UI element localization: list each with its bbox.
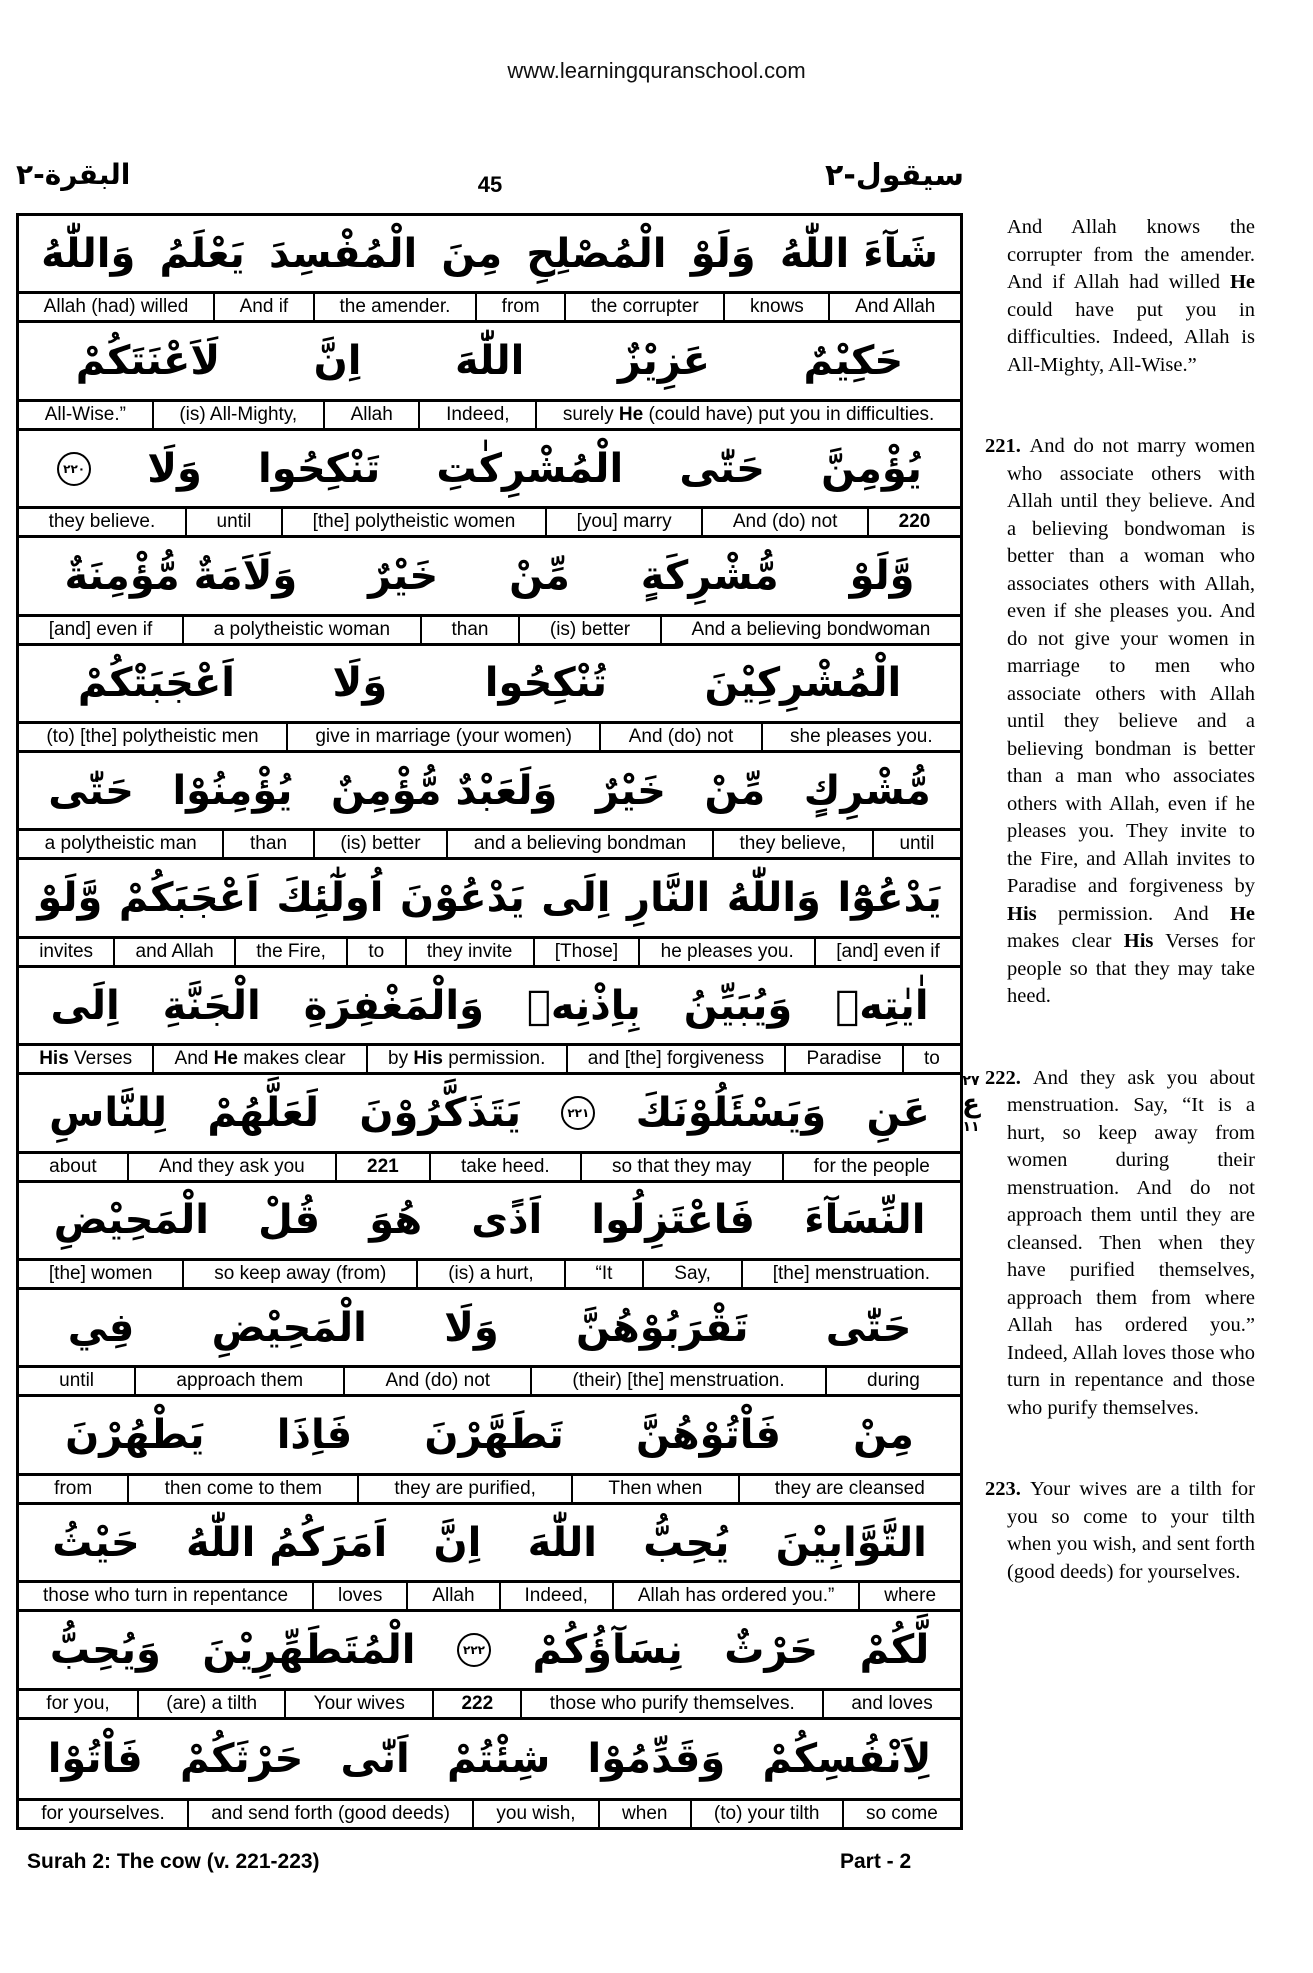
site-url[interactable]: www.learningquranschool.com bbox=[507, 58, 806, 83]
gloss-cell: surely He (could have) put you in difficulties. bbox=[535, 402, 960, 428]
arabic-word: الْمُصْلِحِ bbox=[526, 230, 667, 277]
arabic-word: حَيْثُ bbox=[52, 1519, 140, 1566]
gloss-cell: from bbox=[475, 294, 564, 320]
gloss-cell: until bbox=[185, 509, 281, 535]
arabic-word: لَعَلَّهُمْ bbox=[207, 1089, 320, 1136]
arabic-word: يَعْلَمُ bbox=[159, 230, 245, 277]
word-by-word-table bbox=[16, 213, 963, 1830]
table-row-pair bbox=[19, 1075, 960, 1182]
gloss-cell: Then when bbox=[571, 1476, 737, 1502]
table-row-pair bbox=[19, 323, 960, 430]
arabic-word: تَقْرَبُوْهُنَّ bbox=[576, 1304, 749, 1351]
gloss-cell: And (do) not bbox=[701, 509, 867, 535]
gloss-cell: by His permission. bbox=[366, 1046, 566, 1072]
gloss-cell: those who turn in repentance bbox=[42, 1585, 289, 1607]
gloss-cell: he pleases you. bbox=[638, 939, 814, 965]
arabic-word: وَيُبَيِّنُ bbox=[683, 982, 793, 1029]
translation-paragraph: 222. And they ask you about menstruation. Say, “It is a hurt, so keep away from women during their menstruation. And do not approach them until they are cleansed. Then when they have purified themselves, approach them from where Allah has ordered you.” Indeed, Allah loves those who turn in repentance and those who purify themselves. bbox=[985, 1066, 1255, 1419]
arabic-word: فَاْتُوْا bbox=[47, 1735, 143, 1782]
verse-number-cell: 222 bbox=[432, 1691, 520, 1717]
gloss-cell: until bbox=[59, 1370, 95, 1392]
gloss-cell: they believe. bbox=[48, 511, 156, 533]
gloss-row bbox=[19, 294, 960, 323]
gloss-cell: Allah has ordered you.” bbox=[612, 1583, 858, 1609]
gloss-row bbox=[19, 1801, 960, 1827]
arabic-word: يَتَذَكَّرُوْنَ bbox=[359, 1089, 521, 1136]
arabic-word: وَيَسْئَلُوْنَكَ bbox=[635, 1089, 827, 1136]
arabic-row bbox=[19, 431, 960, 509]
table-row-pair bbox=[19, 1183, 960, 1290]
arabic-word: وَّلَوْ bbox=[37, 875, 103, 922]
table-row-pair bbox=[19, 1720, 960, 1827]
arabic-word: اُولٰٓئِكَ bbox=[276, 875, 384, 922]
arabic-word: لِلنَّاسِ bbox=[49, 1089, 168, 1136]
arabic-word: وَلَعَبْدٌ مُّؤْمِنٌ bbox=[330, 767, 558, 814]
gloss-cell: when bbox=[598, 1801, 690, 1827]
gloss-cell: All-Wise.” bbox=[44, 403, 126, 425]
gloss-cell: the corrupter bbox=[564, 294, 723, 320]
arabic-word: حَرْثَكُمْ bbox=[179, 1735, 304, 1782]
arabic-word: مُّشْرِكٍ bbox=[803, 767, 931, 814]
gloss-cell: [and] even if bbox=[814, 939, 960, 965]
gloss-cell: Indeed, bbox=[418, 402, 535, 428]
arabic-word: اَنّٰى bbox=[340, 1735, 410, 1782]
gloss-cell: Paradise bbox=[784, 1046, 901, 1072]
arabic-word: فَاْتُوْهُنَّ bbox=[635, 1412, 781, 1459]
arabic-row bbox=[19, 1290, 960, 1368]
gloss-row bbox=[19, 402, 960, 431]
gloss-cell: Allah (had) willed bbox=[43, 296, 189, 318]
gloss-cell: approach them bbox=[134, 1368, 343, 1394]
footer-part-label: Part - 2 bbox=[840, 1850, 912, 1873]
arabic-word: وَاللّٰهُ bbox=[41, 230, 136, 277]
footer-surah-label: Surah 2: The cow (v. 221-223) bbox=[27, 1850, 320, 1873]
gloss-cell: (are) a tilth bbox=[137, 1691, 284, 1717]
gloss-cell: [the] polytheistic women bbox=[281, 509, 545, 535]
verse-number: 221. bbox=[985, 435, 1030, 457]
gloss-cell: (is) better bbox=[313, 831, 447, 857]
table-row-pair bbox=[19, 431, 960, 538]
gloss-cell: (to) [the] polytheistic men bbox=[46, 726, 259, 748]
juz-header-label: سيقول-٢ bbox=[825, 158, 964, 193]
arabic-word: اِنَّ bbox=[433, 1519, 482, 1566]
surah-header-label: البقرة-٢ bbox=[16, 158, 131, 191]
gloss-cell: where bbox=[858, 1583, 960, 1609]
gloss-row bbox=[19, 1261, 960, 1290]
arabic-word: اللّٰهَ bbox=[455, 338, 525, 385]
arabic-word: وَّلَوْ bbox=[849, 552, 915, 599]
arabic-row bbox=[19, 1075, 960, 1153]
table-row-pair bbox=[19, 538, 960, 645]
translation-paragraph: And Allah knows the corrupter from the amender. And if Allah had willed He could have put you in difficulties. Indeed, Allah is All-Mighty, All-Wise.” bbox=[1007, 216, 1255, 376]
gloss-cell: than bbox=[420, 617, 518, 643]
arabic-word: يُؤْمِنُوْا bbox=[172, 767, 293, 814]
arabic-word: وَالْمَغْفِرَةِ bbox=[303, 982, 484, 1029]
arabic-word: وَلَا bbox=[444, 1304, 499, 1351]
gloss-row bbox=[19, 1691, 960, 1720]
gloss-cell: for you, bbox=[46, 1692, 110, 1714]
arabic-word: لَاَعْنَتَكُمْ bbox=[75, 338, 221, 385]
arabic-word: الْمُفْسِدَ bbox=[269, 230, 418, 277]
arabic-word: مِنَ bbox=[441, 230, 503, 277]
gloss-cell: invites bbox=[39, 940, 94, 962]
ruku-marker bbox=[958, 1072, 984, 1136]
arabic-row bbox=[19, 216, 960, 294]
arabic-row bbox=[19, 860, 960, 938]
arabic-word: مِنْ bbox=[853, 1412, 914, 1459]
arabic-word: يَدْعُوْٓا bbox=[837, 875, 942, 922]
arabic-word: حَتّٰى bbox=[825, 1304, 912, 1351]
ayah-number-marker: ٢٢٢ bbox=[457, 1633, 491, 1667]
gloss-cell: And Allah bbox=[828, 294, 960, 320]
arabic-word: الْمَحِيْضِ bbox=[211, 1304, 367, 1351]
arabic-row bbox=[19, 1612, 960, 1690]
gloss-row bbox=[19, 1476, 960, 1505]
gloss-cell: And He makes clear bbox=[152, 1046, 365, 1072]
gloss-cell: (is) a hurt, bbox=[416, 1261, 563, 1287]
gloss-cell: they are cleansed bbox=[738, 1476, 960, 1502]
table-row-pair bbox=[19, 753, 960, 860]
arabic-word: وَلَوْ bbox=[690, 230, 756, 277]
table-row-pair bbox=[19, 968, 960, 1075]
arabic-word: حَتّٰى bbox=[48, 767, 134, 814]
ayah-number-marker: ٢٢٠ bbox=[57, 452, 91, 486]
gloss-cell: and [the] forgiveness bbox=[566, 1046, 785, 1072]
gloss-cell: then come to them bbox=[127, 1476, 357, 1502]
arabic-word: الْمُتَطَهِّرِيْنَ bbox=[202, 1626, 416, 1673]
gloss-cell: (to) your tilth bbox=[690, 1801, 842, 1827]
arabic-word: اِنَّ bbox=[313, 338, 362, 385]
gloss-cell: from bbox=[54, 1477, 93, 1499]
arabic-word: عَزِيْزٌ bbox=[617, 338, 710, 385]
gloss-cell: and Allah bbox=[113, 939, 234, 965]
arabic-row bbox=[19, 1720, 960, 1801]
gloss-row bbox=[19, 1154, 960, 1183]
arabic-word: يَدْعُوْنَ bbox=[400, 875, 525, 922]
verse-number-cell: 220 bbox=[867, 509, 960, 535]
arabic-row bbox=[19, 538, 960, 616]
table-row-pair bbox=[19, 646, 960, 753]
arabic-word: مِّنْ bbox=[704, 767, 766, 814]
gloss-row bbox=[19, 724, 960, 753]
arabic-word: تَنْكِحُوا bbox=[258, 445, 381, 492]
gloss-row bbox=[19, 1583, 960, 1612]
arabic-word: النِّسَآءَ bbox=[804, 1197, 926, 1244]
gloss-cell: give in marriage (your women) bbox=[286, 724, 599, 750]
gloss-cell: those who purify themselves. bbox=[520, 1691, 822, 1717]
arabic-word: نِسَآؤُكُمْ bbox=[532, 1626, 683, 1673]
verse-number: 223. bbox=[985, 1478, 1031, 1500]
arabic-word: خَيْرٌ bbox=[368, 552, 439, 599]
gloss-cell: And they ask you bbox=[127, 1154, 335, 1180]
arabic-word: تُنْكِحُوا bbox=[484, 660, 607, 707]
table-row-pair bbox=[19, 1612, 960, 1719]
arabic-row bbox=[19, 753, 960, 831]
arabic-word: مِّنْ bbox=[509, 552, 570, 599]
arabic-row bbox=[19, 1397, 960, 1475]
arabic-word: وَلَاَمَةٌ مُّؤْمِنَةٌ bbox=[64, 552, 298, 599]
gloss-cell: so keep away (from) bbox=[182, 1261, 416, 1287]
gloss-cell: the Fire, bbox=[234, 939, 346, 965]
table-row-pair bbox=[19, 216, 960, 323]
arabic-word: فِي bbox=[67, 1304, 135, 1351]
arabic-word: اللّٰهَ bbox=[527, 1519, 597, 1566]
arabic-word: الْمَحِيْضِ bbox=[53, 1197, 209, 1244]
gloss-cell: Indeed, bbox=[499, 1583, 612, 1609]
arabic-word: مُّشْرِكَةٍ bbox=[640, 552, 779, 599]
gloss-cell: so that they may bbox=[580, 1154, 782, 1180]
arabic-word: النَّارِ bbox=[627, 875, 711, 922]
gloss-cell: And (do) not bbox=[343, 1368, 530, 1394]
arabic-row bbox=[19, 1505, 960, 1583]
arabic-word: حَكِيْمٌ bbox=[803, 338, 904, 385]
arabic-row bbox=[19, 968, 960, 1046]
gloss-cell: “It bbox=[564, 1261, 643, 1287]
gloss-row bbox=[19, 509, 960, 538]
gloss-cell: [and] even if bbox=[48, 618, 153, 640]
arabic-word: يُؤْمِنَّ bbox=[821, 445, 922, 492]
table-row-pair bbox=[19, 1397, 960, 1504]
arabic-row bbox=[19, 323, 960, 401]
gloss-cell: so come bbox=[842, 1801, 960, 1827]
arabic-word: الْجَنَّةِ bbox=[162, 982, 261, 1029]
gloss-cell: for yourselves. bbox=[41, 1803, 165, 1825]
arabic-word: بِاِذْنِهٖ bbox=[526, 982, 641, 1029]
gloss-cell: and a believing bondman bbox=[446, 831, 712, 857]
gloss-cell: [the] women bbox=[48, 1263, 153, 1285]
arabic-word: فَاعْتَزِلُوا bbox=[591, 1197, 755, 1244]
gloss-cell: during bbox=[825, 1368, 960, 1394]
arabic-word: فَاِذَا bbox=[276, 1412, 353, 1459]
arabic-word: اِلَى bbox=[50, 982, 120, 1029]
verse-number-cell: 221 bbox=[335, 1154, 429, 1180]
gloss-cell: Allah bbox=[406, 1583, 498, 1609]
gloss-cell: than bbox=[222, 831, 312, 857]
arabic-word: قُلْ bbox=[258, 1197, 321, 1244]
gloss-cell: she pleases you. bbox=[761, 724, 960, 750]
arabic-word: وَاللّٰهُ bbox=[726, 875, 821, 922]
gloss-cell: [you] marry bbox=[545, 509, 701, 535]
gloss-row bbox=[19, 939, 960, 968]
gloss-cell: Say, bbox=[642, 1261, 740, 1287]
gloss-cell: And a believing bondwoman bbox=[660, 617, 960, 643]
gloss-cell: [Those] bbox=[533, 939, 639, 965]
arabic-word: الْمُشْرِكٰتِ bbox=[436, 445, 624, 492]
gloss-cell: they are purified, bbox=[357, 1476, 571, 1502]
gloss-row bbox=[19, 1368, 960, 1397]
arabic-row bbox=[19, 646, 960, 724]
arabic-word: اَعْجَبَتْكُمْ bbox=[77, 660, 235, 707]
arabic-word: عَنِ bbox=[866, 1089, 930, 1136]
gloss-cell: [the] menstruation. bbox=[741, 1261, 960, 1287]
gloss-row bbox=[19, 617, 960, 646]
gloss-cell: loves bbox=[312, 1583, 406, 1609]
gloss-cell: about bbox=[49, 1155, 97, 1177]
arabic-word: خَيْرٌ bbox=[595, 767, 666, 814]
gloss-cell: Your wives bbox=[284, 1691, 432, 1717]
arabic-word: شِئْتُمْ bbox=[446, 1735, 551, 1782]
gloss-cell: to bbox=[902, 1046, 960, 1072]
arabic-word: يَطْهُرْنَ bbox=[65, 1412, 205, 1459]
table-row-pair bbox=[19, 1505, 960, 1612]
gloss-cell: Allah bbox=[323, 402, 419, 428]
arabic-word: وَيُحِبُّ bbox=[49, 1626, 161, 1673]
gloss-cell: they invite bbox=[405, 939, 533, 965]
gloss-cell: they believe, bbox=[712, 831, 872, 857]
arabic-word: التَّوَّابِيْنَ bbox=[775, 1519, 927, 1566]
gloss-cell: to bbox=[346, 939, 404, 965]
verse-number: 222. bbox=[985, 1066, 1033, 1089]
arabic-word: الْمُشْرِكِيْنَ bbox=[704, 660, 902, 707]
arabic-word: هُوَ bbox=[369, 1197, 423, 1244]
ruku-number: ٢٧ bbox=[962, 1073, 980, 1089]
gloss-cell: and send forth (good deeds) bbox=[187, 1801, 472, 1827]
table-row-pair bbox=[19, 860, 960, 967]
table-row-pair bbox=[19, 1290, 960, 1397]
gloss-cell: the amender. bbox=[313, 294, 475, 320]
ruku-verse-count: ١١ bbox=[962, 1119, 980, 1135]
gloss-cell: And if bbox=[213, 294, 313, 320]
arabic-word: حَتّٰى bbox=[679, 445, 765, 492]
arabic-row bbox=[19, 1183, 960, 1261]
gloss-cell: And (do) not bbox=[599, 724, 760, 750]
arabic-word: اٰيٰتِهٖ bbox=[835, 982, 929, 1029]
gloss-cell: (is) All-Mighty, bbox=[152, 402, 323, 428]
arabic-word: اَعْجَبَكُمْ bbox=[118, 875, 260, 922]
gloss-cell: for the people bbox=[782, 1154, 960, 1180]
gloss-cell: take heed. bbox=[429, 1154, 580, 1180]
gloss-cell: (their) [the] menstruation. bbox=[530, 1368, 825, 1394]
gloss-cell: a polytheistic woman bbox=[182, 617, 420, 643]
gloss-row bbox=[19, 831, 960, 860]
arabic-word: وَلَا bbox=[332, 660, 388, 707]
gloss-cell: His Verses bbox=[39, 1048, 133, 1070]
ruku-ain-icon: ع bbox=[962, 1089, 980, 1119]
arabic-word: اَذًى bbox=[471, 1197, 543, 1244]
translation-column bbox=[985, 214, 1255, 1640]
arabic-word: تَطَهَّرْنَ bbox=[424, 1412, 564, 1459]
arabic-word: وَلَا bbox=[147, 445, 202, 492]
arabic-word: لَّكُمْ bbox=[859, 1626, 930, 1673]
arabic-word: اَمَرَكُمُ اللّٰهُ bbox=[185, 1519, 388, 1566]
ayah-number-marker: ٢٢١ bbox=[561, 1096, 595, 1130]
gloss-cell: a polytheistic man bbox=[44, 833, 197, 855]
translation-paragraph: 223. Your wives are a tilth for you so come to your tilth when you wish, and sent forth (good deeds) for yourselves. bbox=[985, 1478, 1256, 1583]
page-number: 45 bbox=[477, 172, 503, 197]
gloss-cell: and loves bbox=[822, 1691, 960, 1717]
gloss-row bbox=[19, 1046, 960, 1075]
arabic-word: وَقَدِّمُوْا bbox=[587, 1735, 726, 1782]
arabic-word: شَآءَ اللّٰهُ bbox=[779, 230, 938, 277]
translation-paragraph: 221. And do not marry women who associate others with Allah until they believe. And a believing bondwoman is better than a woman who associates others with Allah, even if she pleases you. And do not give your women in marriage to men who associate others with Allah until they believe and a believing bondman is better than a man who associates others with Allah, even if he pleases you. They invite to the Fire, and Allah invites to Paradise and forgiveness by His permission. And He makes clear His Verses for people so that they may take heed. bbox=[985, 435, 1256, 1007]
gloss-cell: you wish, bbox=[472, 1801, 598, 1827]
arabic-word: اِلَى bbox=[541, 875, 611, 922]
arabic-word: لِاَنْفُسِكُمْ bbox=[762, 1735, 932, 1782]
gloss-cell: knows bbox=[723, 294, 828, 320]
gloss-cell: (is) better bbox=[518, 617, 660, 643]
gloss-cell: until bbox=[872, 831, 960, 857]
arabic-word: يُحِبُّ bbox=[643, 1519, 730, 1566]
arabic-word: حَرْثٌ bbox=[724, 1626, 819, 1673]
